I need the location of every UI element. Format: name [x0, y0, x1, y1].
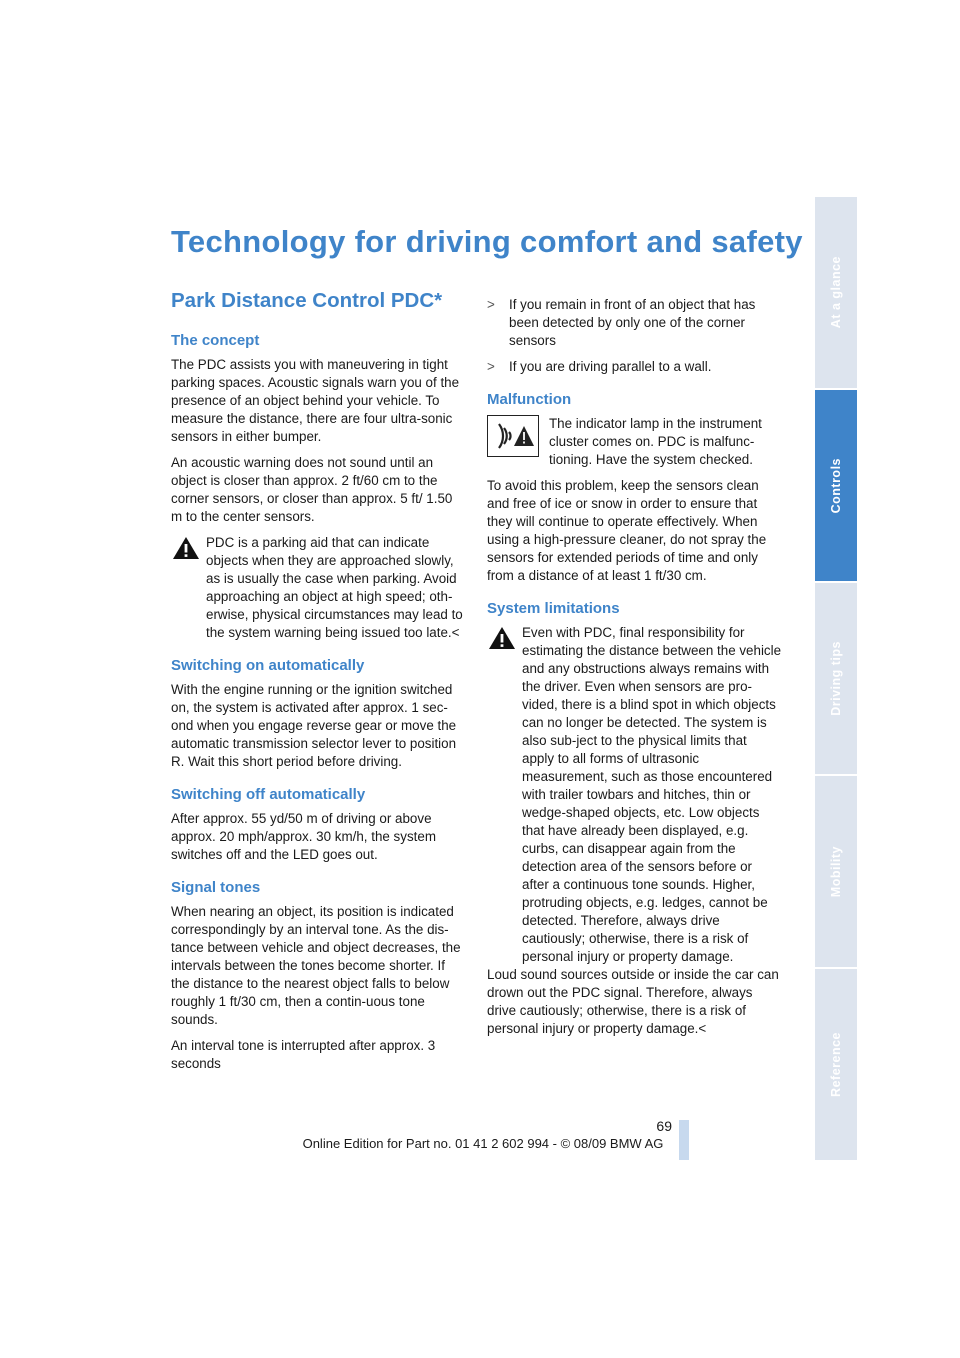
page-number-bar [679, 1120, 689, 1160]
concept-paragraph-2: An acoustic warning does not sound until an object is closer than approx. 2 ft/60 cm to the corner sensors, or closer than approx. 5 ft/ 1.50 m to the center sensors. [171, 455, 453, 524]
switch-off-heading: Switching off automatically [171, 786, 366, 803]
concept-warning-text: PDC is a parking aid that can indicate objects when they are approached slowly, as is usually the case when parking. Avoid approaching an object at high speed; oth-erwise, physical circumstances may lead to the system warning being issued too late.< [206, 535, 463, 640]
switch-off-section [171, 786, 466, 864]
page-number: 69 [656, 1118, 672, 1134]
tab-label: At a glance [829, 256, 843, 329]
tab-label: Driving tips [829, 641, 843, 716]
bullet-marker: > [487, 297, 495, 312]
limitations-warning-text: Even with PDC, final responsibility for estimating the distance between the vehicle and any obstructions always remains with the driver. Even when sensors are pro-vided, there is a blind spot in which objects can no longer be detected. The system is also sub-ject to the physical limits that apply to all forms of ultrasonic measurement, such as those encountered with trailer towbars and hitches, thin or wedge-shaped objects, etc. Low objects that have already been displayed, e.g. curbs, can disappear again from the detection area of the sensors before or after a continuous tone sounds. Higher, protruding objects, e.g. ledges, cannot be detected. Therefore, always drive cautiously; otherwise, there is a risk of personal injury or property damage. [522, 625, 782, 964]
left-column [171, 289, 466, 1081]
bullet-text-1: If you remain in front of an object that has been detected by only one of the corner sensors [509, 297, 756, 348]
malfunction-lamp-text: The indicator lamp in the instrument cluster comes on. PDC is malfunc-tioning. Have the system checked. [549, 416, 762, 467]
malfunction-heading: Malfunction [487, 391, 572, 408]
malfunction-lamp-block [487, 415, 782, 469]
signal-tones-paragraph-1: When nearing an object, its position is indicated correspondingly by an interval tone. As the dis-tance between vehicle and object decreases, the intervals between the tones become shorter. If the distance to the nearest object falls to below roughly 1 ft/30 cm, then a contin-uous tone sounds. [171, 904, 461, 1027]
concept-heading: The concept [171, 332, 260, 349]
tab-controls[interactable] [815, 390, 857, 581]
concept-section [171, 332, 466, 642]
signal-tones-section [171, 879, 466, 1073]
tab-label: Controls [829, 457, 843, 514]
signal-tones-heading: Signal tones [171, 879, 261, 896]
tab-at-a-glance[interactable] [815, 197, 857, 388]
list-item [487, 296, 782, 350]
tab-driving-tips[interactable] [815, 583, 857, 774]
right-column [487, 296, 782, 1046]
bullet-marker: > [487, 359, 495, 374]
pdc-indicator-lamp-icon [487, 415, 539, 457]
malfunction-section [487, 391, 782, 585]
limitations-heading: System limitations [487, 600, 620, 617]
warning-triangle-icon [171, 535, 201, 561]
tab-label: Reference [829, 1032, 843, 1097]
concept-paragraph-1: The PDC assists you with maneuvering in tight parking spaces. Acoustic signals warn you of the presence of an object behind your vehicle. To measure the distance, there are four ultra-sonic sensors in either bumper. [171, 357, 460, 444]
bullet-text-2: If you are driving parallel to a wall. [509, 359, 712, 374]
tab-mobility[interactable] [815, 776, 857, 967]
limitations-warning [487, 624, 782, 966]
concept-warning [171, 534, 466, 642]
switch-off-paragraph: After approx. 55 yd/50 m of driving or above approx. 20 mph/approx. 30 km/h, the system switches off and the LED goes out. [171, 811, 436, 862]
tab-label: Mobility [829, 845, 843, 898]
side-tab-bar [815, 197, 857, 1160]
limitations-warning-2: Loud sound sources outside or inside the car can drown out the PDC signal. Therefore, always drive cautiously; otherwise, there is a risk of personal injury or property damage.< [487, 967, 779, 1036]
limitations-section [487, 600, 782, 1038]
switch-on-section [171, 657, 466, 771]
warning-triangle-icon [487, 625, 517, 651]
tab-reference[interactable] [815, 969, 857, 1160]
signal-tones-paragraph-2: An interval tone is interrupted after approx. 3 seconds [171, 1038, 436, 1071]
list-item [487, 358, 782, 376]
section-title: Park Distance Control PDC* [171, 289, 443, 312]
switch-on-paragraph: With the engine running or the ignition switched on, the system is activated after approx. 1 sec-ond when you engage reverse gear or move the automatic transmission selector lever to position R. Wait this short period before driving. [171, 682, 457, 769]
malfunction-paragraph: To avoid this problem, keep the sensors clean and free of ice or snow in order to ensure that they will continue to operate effectively. When using a high-pressure cleaner, do not spray the sensors for extended periods of time and only from a distance of at least 1 ft/30 cm. [487, 478, 767, 583]
page-title: Technology for driving comfort and safety [171, 224, 803, 259]
switch-on-heading: Switching on automatically [171, 657, 365, 674]
footer-text: Online Edition for Part no. 01 41 2 602 994 - © 08/09 BMW AG [302, 1136, 664, 1151]
